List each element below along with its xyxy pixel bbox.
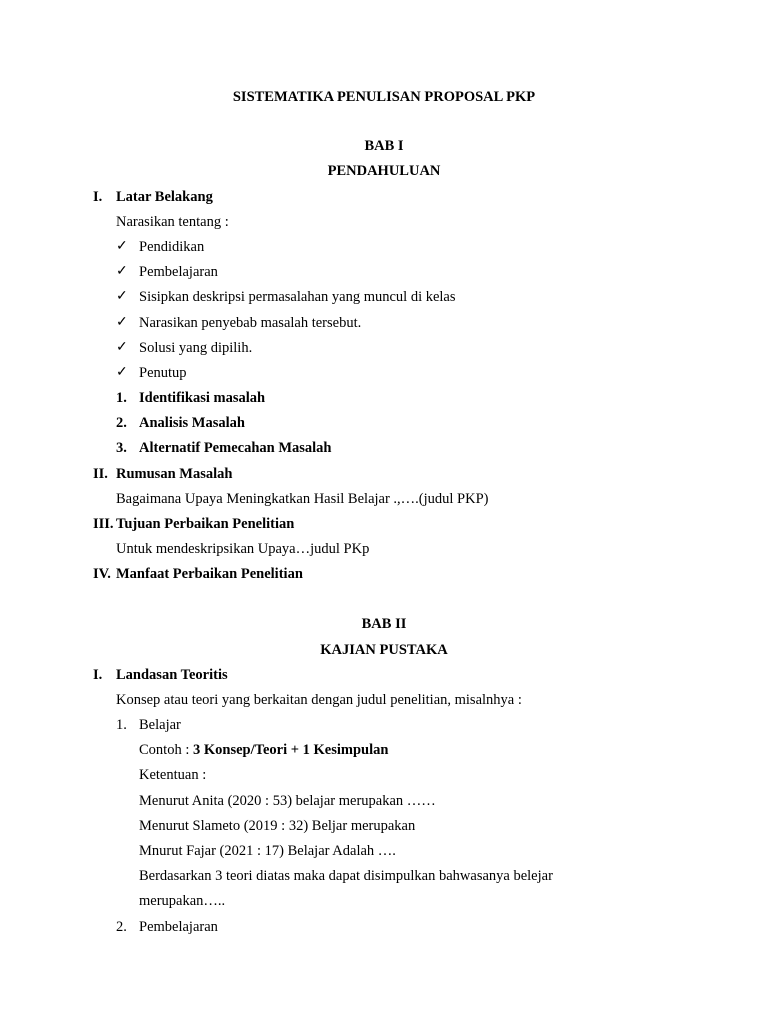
bab2-subtitle: KAJIAN PUSTAKA: [320, 642, 448, 658]
check-item: Pembelajaran: [139, 264, 218, 280]
section-title-tujuan: Tujuan Perbaikan Penelitian: [116, 516, 295, 532]
example-line: Menurut Slameto (2019 : 32) Beljar merupakan: [139, 818, 416, 834]
list-item: Belajar: [139, 717, 181, 733]
list-number: 1.: [116, 717, 127, 733]
document-title: SISTEMATIKA PENULISAN PROPOSAL PKP: [232, 89, 536, 105]
bab1-heading: BAB I: [364, 138, 404, 154]
section-numeral: IV.: [93, 566, 111, 582]
checkmark-icon: ✓: [116, 315, 128, 330]
checkmark-icon: ✓: [116, 289, 128, 304]
section-numeral: I.: [93, 667, 103, 683]
section-title-manfaat: Manfaat Perbaikan Penelitian: [116, 566, 303, 582]
contoh-label: Contoh :: [139, 742, 193, 758]
check-item: Solusi yang dipilih.: [139, 340, 253, 356]
contoh-bold: 3 Konsep/Teori + 1 Kesimpulan: [192, 742, 389, 758]
section-text: Bagaimana Upaya Meningkatkan Hasil Belajar .,….(judul PKP): [116, 491, 489, 507]
list-number: 2.: [116, 415, 127, 431]
check-item: Narasikan penyebab masalah tersebut.: [139, 315, 362, 331]
checkmark-icon: ✓: [116, 239, 128, 254]
checkmark-icon: ✓: [116, 264, 128, 279]
bab2-heading: BAB II: [361, 616, 407, 632]
list-item: Pembelajaran: [139, 919, 218, 935]
section-intro: Narasikan tentang :: [116, 214, 229, 230]
list-number: 1.: [116, 390, 127, 406]
section-numeral: III.: [93, 516, 114, 532]
check-item: Penutup: [139, 365, 187, 381]
contoh-line: [139, 741, 388, 759]
example-line: Mnurut Fajar (2021 : 17) Belajar Adalah ….: [139, 843, 396, 859]
section-text: Untuk mendeskripsikan Upaya…judul PKp: [116, 541, 370, 557]
section-numeral: II.: [93, 466, 108, 482]
checkmark-icon: ✓: [116, 365, 128, 380]
example-line: Menurut Anita (2020 : 53) belajar merupakan ……: [139, 793, 436, 809]
section-intro: Konsep atau teori yang berkaitan dengan judul penelitian, misalnhya :: [116, 692, 522, 708]
list-number: 2.: [116, 919, 127, 935]
section-title-latar-belakang: Latar Belakang: [116, 189, 213, 205]
checkmark-icon: ✓: [116, 340, 128, 355]
check-item: Sisipkan deskripsi permasalahan yang muncul di kelas: [139, 289, 456, 305]
ketentuan-label: Ketentuan :: [139, 767, 207, 783]
bab1-subtitle: PENDAHULUAN: [327, 163, 441, 179]
section-numeral: I.: [93, 189, 103, 205]
section-title-rumusan-masalah: Rumusan Masalah: [116, 466, 233, 482]
list-item: Alternatif Pemecahan Masalah: [139, 440, 332, 456]
conclusion-line: merupakan…..: [139, 893, 226, 909]
list-number: 3.: [116, 440, 127, 456]
list-item: Analisis Masalah: [139, 415, 245, 431]
section-title-landasan-teoritis: Landasan Teoritis: [116, 667, 228, 683]
list-item: Identifikasi masalah: [139, 390, 266, 406]
conclusion-line: Berdasarkan 3 teori diatas maka dapat disimpulkan bahwasanya belejar: [139, 868, 553, 884]
check-item: Pendidikan: [139, 239, 205, 255]
